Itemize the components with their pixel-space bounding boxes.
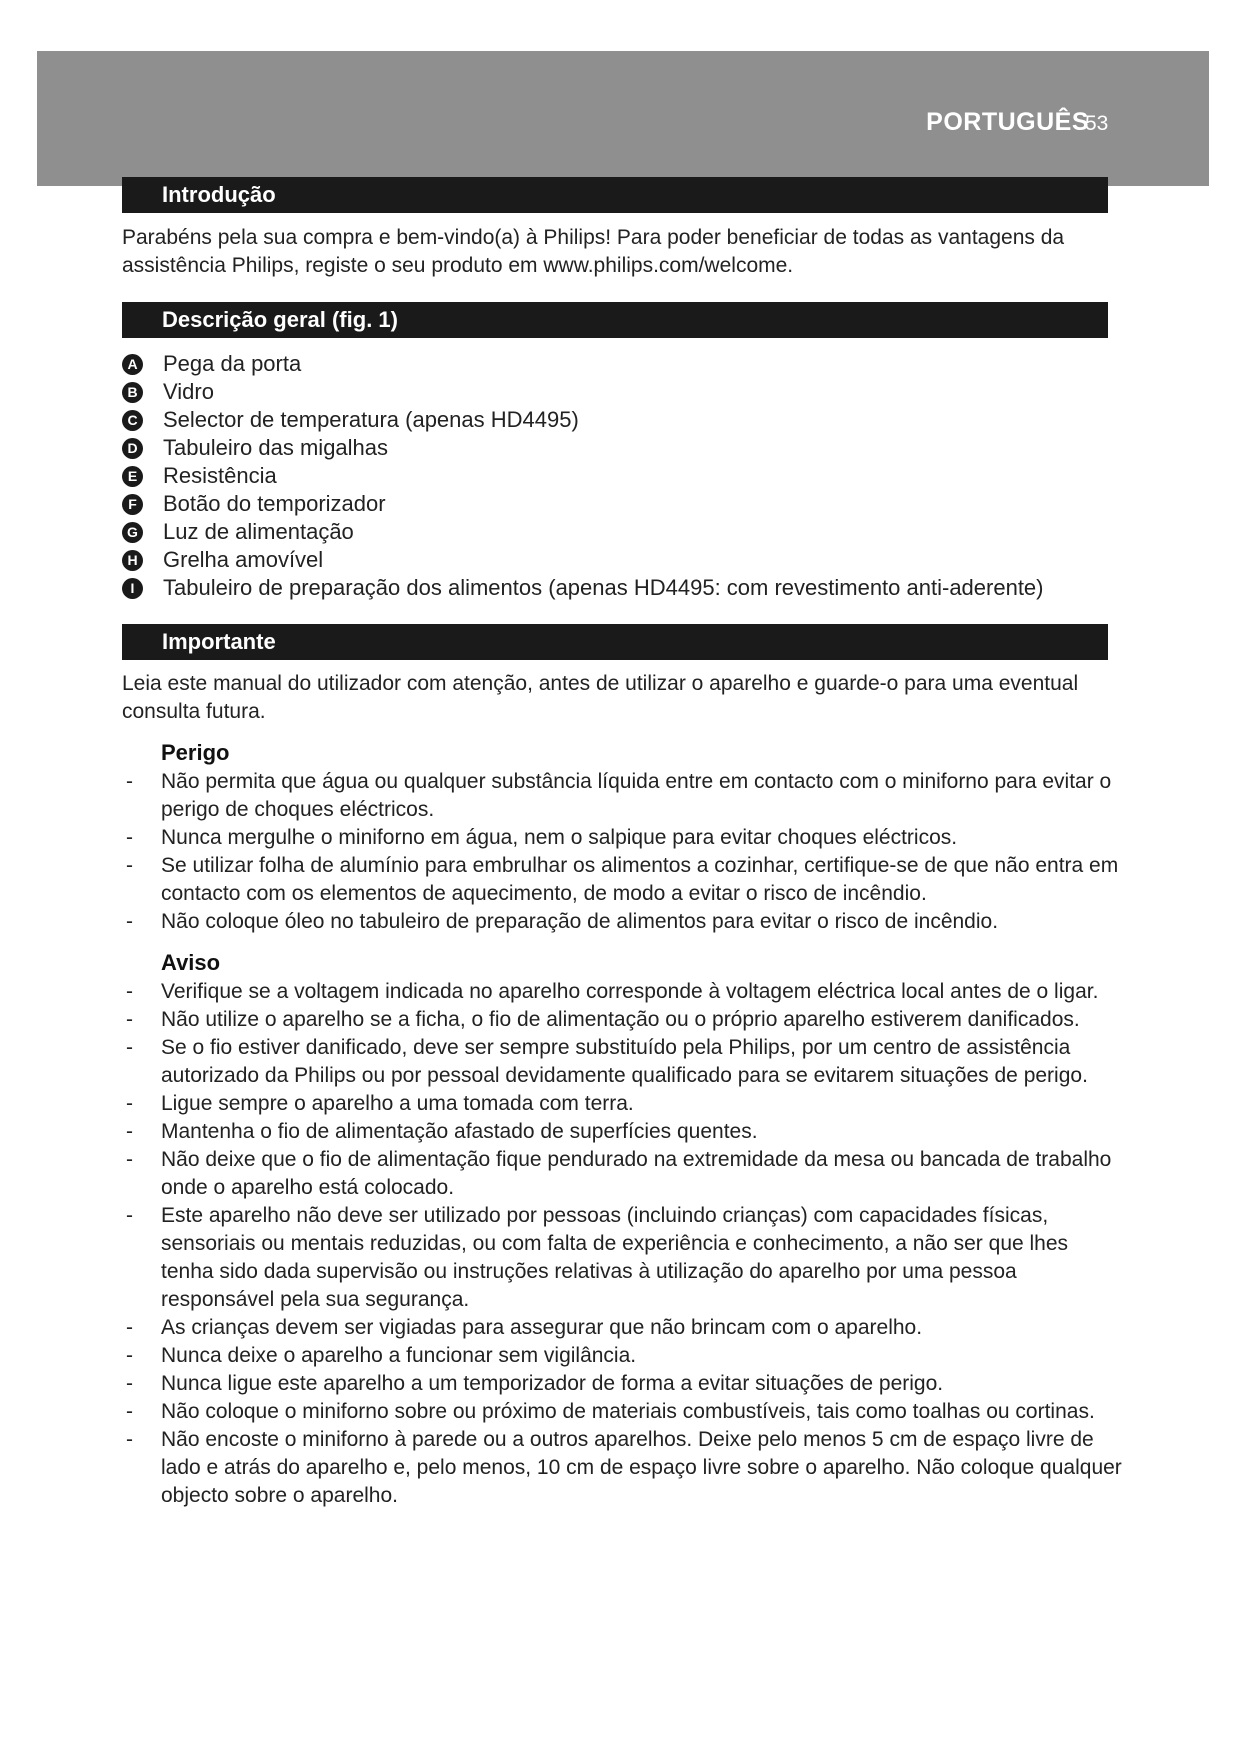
list-item: - As crianças devem ser vigiadas para assegurar que não brincam com o aparelho.: [126, 1316, 923, 1339]
legend-label: Botão do temporizador: [163, 491, 386, 516]
legend-item: [122, 462, 1122, 490]
list-item: - Se utilizar folha de alumínio para embrulhar os alimentos a cozinhar, certifique-se de que não entra em contacto com os elementos de aquecimento, de modo a evitar o risco de incêndio.: [126, 854, 1119, 905]
list-item: - Nunca ligue este aparelho a um temporizador de forma a evitar situações de perigo.: [126, 1372, 944, 1395]
section-heading-important: Importante: [122, 624, 1108, 660]
letter-badge: H: [122, 550, 143, 571]
list-item: - Verifique se a voltagem indicada no aparelho corresponde à voltagem eléctrica local antes de o ligar.: [126, 980, 1099, 1003]
letter-badge: C: [122, 410, 143, 431]
list-item: - Não permita que água ou qualquer substância líquida entre em contacto com o miniforno para evitar o perigo de choques eléctricos.: [126, 770, 1112, 821]
legend-label: Resistência: [163, 463, 277, 488]
legend-label: Grelha amovível: [163, 547, 324, 572]
legend-label: Pega da porta: [163, 351, 302, 376]
legend-item: [122, 546, 1122, 574]
legend-label: Vidro: [163, 379, 214, 404]
legend-label: Selector de temperatura (apenas HD4495): [163, 407, 579, 432]
letter-badge: F: [122, 494, 143, 515]
list-item: - Se o fio estiver danificado, deve ser sempre substituído pela Philips, por um centro de assistência autorizado da Philips ou por pessoal devidamente qualificado para se evitarem situações de perigo.: [126, 1036, 1088, 1087]
list-item: - Não coloque óleo no tabuleiro de preparação de alimentos para evitar o risco de incêndio.: [126, 910, 999, 933]
list-item: - Nunca deixe o aparelho a funcionar sem vigilância.: [126, 1344, 637, 1367]
list-item: - Nunca mergulhe o miniforno em água, nem o salpique para evitar choques eléctricos.: [126, 826, 958, 849]
page-number: 53: [1085, 112, 1109, 135]
letter-badge: E: [122, 466, 143, 487]
letter-badge: B: [122, 382, 143, 403]
legend-item: [122, 406, 1122, 434]
warning-heading: Aviso: [161, 950, 221, 975]
header-language: PORTUGUÊS: [926, 108, 1089, 136]
legend-item: [122, 574, 1122, 602]
list-item: - Não deixe que o fio de alimentação fique pendurado na extremidade da mesa ou bancada de trabalho onde o aparelho está colocado.: [126, 1148, 1112, 1199]
legend-item: [122, 490, 1122, 518]
list-item: - Não encoste o miniforno à parede ou a outros aparelhos. Deixe pelo menos 5 cm de espaço livre de lado e atrás do aparelho e, pelo menos, 10 cm de espaço livre sobre o aparelho. Não coloque qualquer objecto sobre o aparelho.: [126, 1428, 1122, 1507]
legend-item: [122, 350, 1122, 378]
danger-list: [122, 768, 1122, 936]
letter-badge: I: [122, 578, 143, 599]
intro-text: Parabéns pela sua compra e bem-vindo(a) à Philips! Para poder beneficiar de todas as vantagens da assistência Philips, registe o seu produto em www.philips.com/welcome.: [122, 226, 1065, 277]
list-item: - Não utilize o aparelho se a ficha, o fio de alimentação ou o próprio aparelho estiverem danificados.: [126, 1008, 1080, 1031]
legend-label: Tabuleiro de preparação dos alimentos (apenas HD4495: com revestimento anti-aderente): [163, 575, 1044, 600]
letter-badge: A: [122, 354, 143, 375]
danger-heading: Perigo: [161, 740, 230, 765]
letter-badge: D: [122, 438, 143, 459]
list-item: - Ligue sempre o aparelho a uma tomada com terra.: [126, 1092, 634, 1115]
intro-paragraph: [122, 224, 1112, 280]
legend-label: Luz de alimentação: [163, 519, 354, 544]
letter-badge: G: [122, 522, 143, 543]
list-item: - Não coloque o miniforno sobre ou próximo de materiais combustíveis, tais como toalhas ou cortinas.: [126, 1400, 1095, 1423]
important-text: Leia este manual do utilizador com atenção, antes de utilizar o aparelho e guarde-o para uma eventual consulta futura.: [122, 672, 1079, 723]
warning-list: [122, 978, 1122, 1510]
legend-label: Tabuleiro das migalhas: [163, 435, 389, 460]
section-heading-intro: Introdução: [122, 177, 1108, 213]
legend-item: [122, 378, 1122, 406]
important-paragraph: [122, 670, 1112, 726]
parts-legend: [122, 350, 1122, 602]
legend-item: [122, 518, 1122, 546]
section-heading-overview: Descrição geral (fig. 1): [122, 302, 1108, 338]
legend-item: [122, 434, 1122, 462]
list-item: - Este aparelho não deve ser utilizado por pessoas (incluindo crianças) com capacidades físicas, sensoriais ou mentais reduzidas, ou com falta de experiência e conhecimento, a não ser que lhes tenha sido dada supervisão ou instruções relativas à utilização do aparelho por uma pessoa responsável pela sua segurança.: [126, 1204, 1069, 1311]
list-item: - Mantenha o fio de alimentação afastado de superfícies quentes.: [126, 1120, 758, 1143]
